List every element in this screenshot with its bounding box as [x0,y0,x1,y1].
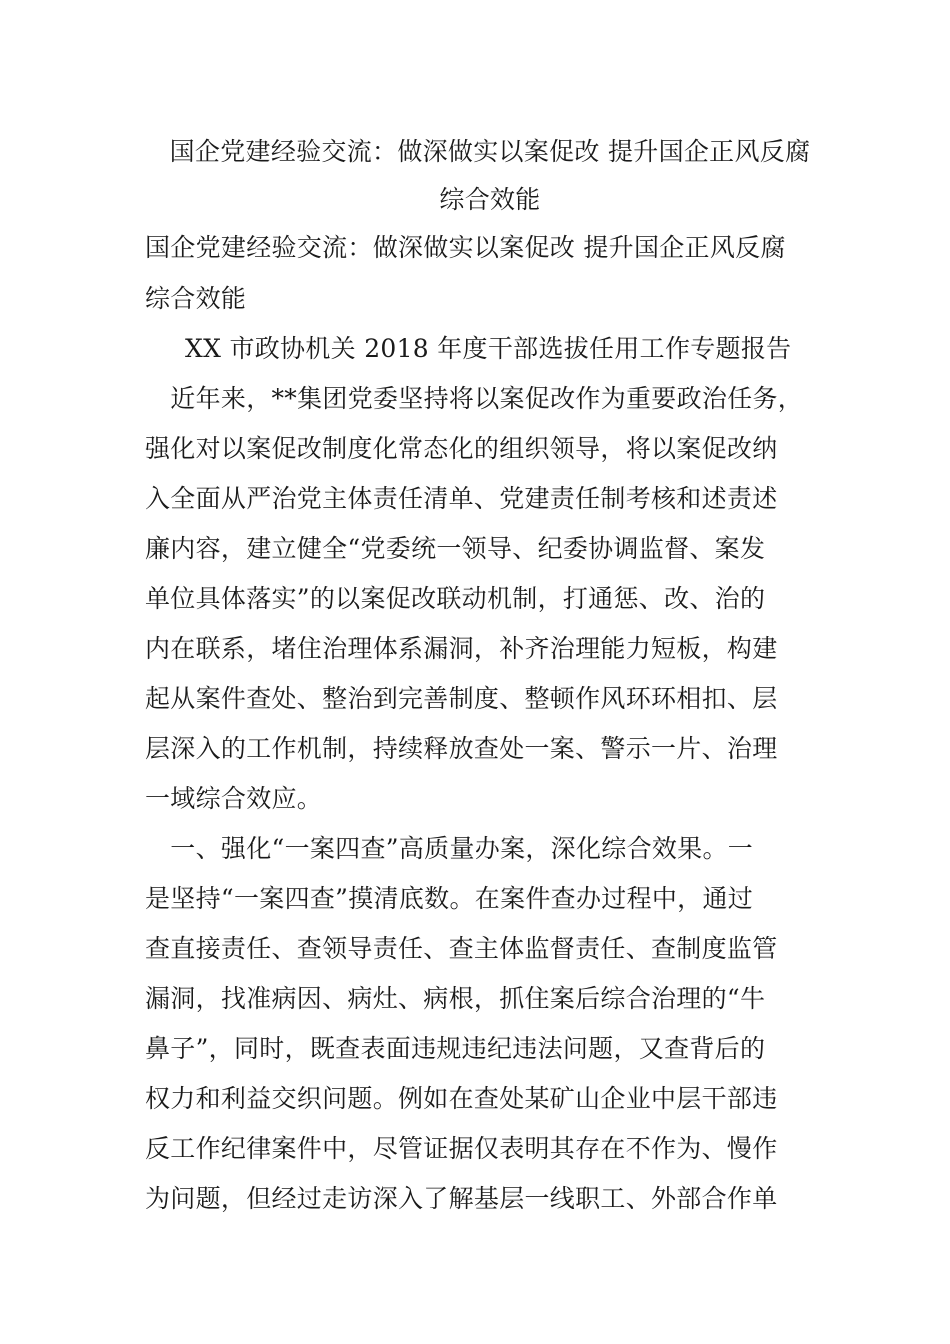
document-title-line-1: 国企党建经验交流：做深做实以案促改 提升国企正风反腐 [169,137,811,166]
paragraph-line: 一、强化“一案四查”高质量办案，深化综合效果。一 [145,834,754,863]
paragraph-line: 权力和利益交织问题。例如在查处某矿山企业中层干部违 [145,1084,778,1113]
paragraph-line: 廉内容，建立健全“党委统一领导、纪委协调监督、案发 [145,534,766,563]
paragraph-line: 起从案件查处、整治到完善制度、整顿作风环环相扣、层 [145,684,778,713]
paragraph-line: 入全面从严治党主体责任清单、党建责任制考核和述责述 [145,484,778,513]
paragraph-line: 层深入的工作机制，持续释放查处一案、警示一片、治理 [145,734,778,763]
paragraph-line: 漏洞，找准病因、病灶、病根，抓住案后综合治理的“牛 [145,984,766,1013]
paragraph-line: 是坚持“一案四查”摸清底数。在案件查办过程中，通过 [145,884,754,913]
paragraph-line: 近年来，**集团党委坚持将以案促改作为重要政治任务， [145,384,804,413]
paragraph-line: 内在联系，堵住治理体系漏洞，补齐治理能力短板，构建 [145,634,778,663]
paragraph-line: 强化对以案促改制度化常态化的组织领导，将以案促改纳 [145,434,778,463]
document-subtitle: XX 市政协机关 2018 年度干部选拔任用工作专题报告 [185,334,792,363]
document-heading-line-2: 综合效能 [145,284,247,313]
paragraph-line: 反工作纪律案件中，尽管证据仅表明其存在不作为、慢作 [145,1134,778,1163]
paragraph-line: 单位具体落实”的以案促改联动机制，打通惩、改、治的 [145,584,766,613]
document-title-line-2: 综合效能 [439,185,541,214]
paragraph-line: 鼻子”，同时，既查表面违规违纪违法问题，又查背后的 [145,1034,766,1063]
document-heading-line-1: 国企党建经验交流：做深做实以案促改 提升国企正风反腐 [145,233,786,262]
paragraph-line: 一域综合效应。 [145,784,323,813]
paragraph-line: 查直接责任、查领导责任、查主体监督责任、查制度监管 [145,934,778,963]
paragraph-line: 为问题，但经过走访深入了解基层一线职工、外部合作单 [145,1184,778,1213]
